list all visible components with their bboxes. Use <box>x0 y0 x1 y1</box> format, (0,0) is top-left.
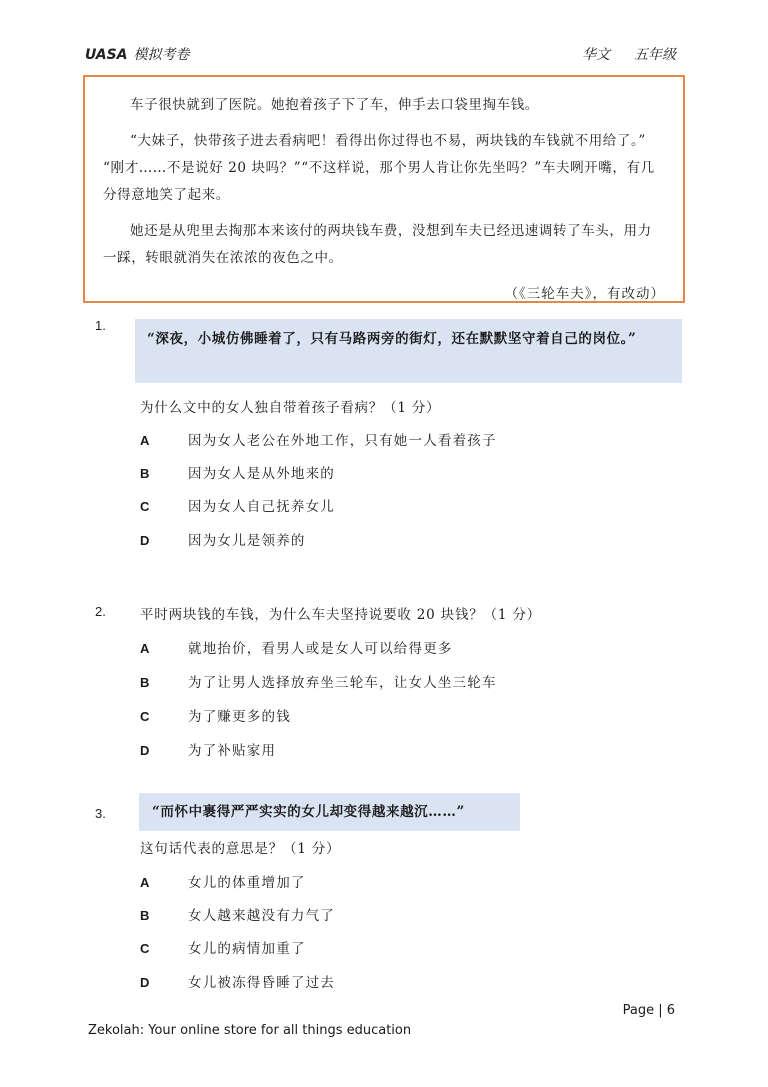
answer-option[interactable] <box>140 937 306 957</box>
option-text: 因为女儿是领养的 <box>188 533 306 549</box>
option-text: 因为女人自己抚养女儿 <box>188 499 335 515</box>
question-quote: “而怀中裹得严严实实的女儿却变得越来越沉……” <box>139 793 520 831</box>
option-letter: D <box>140 743 150 758</box>
answer-option[interactable] <box>140 529 306 549</box>
option-letter: D <box>140 975 150 990</box>
option-letter: A <box>140 641 150 656</box>
option-text: 因为女人是从外地来的 <box>188 466 335 482</box>
question-prompt: 为什么文中的女人独自带着孩子看病？（1 分） <box>140 400 441 416</box>
answer-option[interactable] <box>140 739 276 759</box>
question-number: 3. <box>95 806 106 821</box>
answer-option[interactable] <box>140 637 453 657</box>
question-number: 1. <box>95 318 106 333</box>
question-quote: “深夜，小城仿佛睡着了，只有马路两旁的街灯，还在默默坚守着自己的岗位。” <box>135 319 682 383</box>
passage-paragraph: 车子很快就到了医院。她抱着孩子下了车，伸手去口袋里掏车钱。 <box>130 97 539 113</box>
answer-option[interactable] <box>140 871 306 891</box>
option-letter: C <box>140 941 150 956</box>
option-letter: B <box>140 466 150 481</box>
option-text: 女儿的体重增加了 <box>188 875 306 891</box>
option-text: 为了让男人选择放弃坐三轮车，让女人坐三轮车 <box>188 675 497 691</box>
option-letter: A <box>140 433 150 448</box>
exam-header-meta <box>582 44 676 64</box>
page-number: Page | 6 <box>622 1003 675 1018</box>
passage-paragraph: 她还是从兜里去掏那本来该付的两块钱车费，没想到车夫已经迅速调转了车头，用力一踩，转眼就消失在浓浓的夜色之中。 <box>103 223 652 266</box>
answer-option[interactable] <box>140 671 497 691</box>
passage-paragraph: “大妹子，快带孩子进去看病吧！看得出你过得也不易，两块钱的车钱就不用给了。” “刚才……不是说好 20 块吗？”“不这样说，那个男人肯让你先坐吗？”车夫咧开嘴，有几分得意地笑了起来。 <box>103 133 655 203</box>
option-letter: B <box>140 908 150 923</box>
option-text: 因为女人老公在外地工作，只有她一人看着孩子 <box>188 433 497 449</box>
option-text: 为了赚更多的钱 <box>188 709 291 725</box>
exam-header-title <box>85 44 190 64</box>
option-text: 女人越来越没有力气了 <box>188 908 335 924</box>
answer-option[interactable] <box>140 462 335 482</box>
answer-option[interactable] <box>140 495 335 515</box>
option-letter: C <box>140 709 150 724</box>
exam-title: 模拟考卷 <box>133 47 190 63</box>
exam-code: UASA <box>85 47 128 63</box>
option-letter: C <box>140 499 150 514</box>
answer-option[interactable] <box>140 705 291 725</box>
option-text: 就地抬价，看男人或是女人可以给得更多 <box>188 641 453 657</box>
option-text: 女儿的病情加重了 <box>188 941 306 957</box>
question-prompt: 这句话代表的意思是？（1 分） <box>140 841 341 857</box>
footer-brand: Zekolah: Your online store for all things education <box>88 1023 412 1038</box>
option-text: 为了补贴家用 <box>188 743 277 759</box>
option-letter: B <box>140 675 150 690</box>
option-text: 女儿被冻得昏睡了过去 <box>188 975 335 991</box>
question-number: 2. <box>95 604 106 619</box>
option-letter: D <box>140 533 150 548</box>
answer-option[interactable] <box>140 971 335 991</box>
option-letter: A <box>140 875 150 890</box>
passage-source: （《三轮车夫》，有改动） <box>504 286 665 302</box>
reading-passage <box>83 75 685 303</box>
subject-label: 华文 <box>582 47 610 63</box>
grade-label: 五年级 <box>634 47 676 63</box>
answer-option[interactable] <box>140 904 335 924</box>
question-prompt: 平时两块钱的车钱，为什么车夫坚持说要收 20 块钱？（1 分） <box>140 607 541 623</box>
answer-option[interactable] <box>140 429 497 449</box>
